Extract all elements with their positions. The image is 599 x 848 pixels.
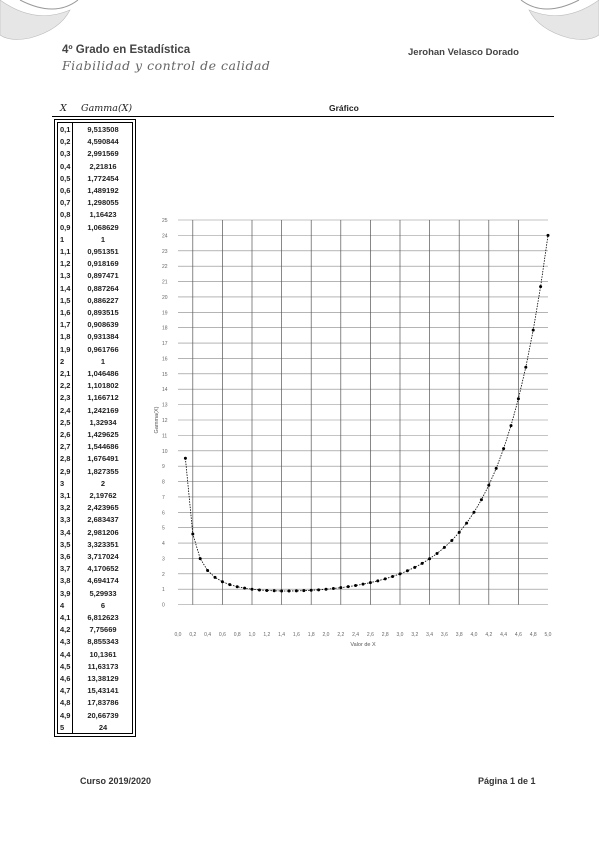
- x-value: 3,6: [60, 552, 71, 561]
- table-row: [58, 575, 132, 588]
- data-point: [206, 569, 209, 572]
- y-tick-label: 14: [162, 387, 168, 394]
- data-point: [458, 531, 461, 534]
- gamma-value: 2,981206: [87, 527, 119, 537]
- x-value: 1,9: [60, 344, 71, 354]
- gamma-value: 7,75669: [89, 625, 117, 635]
- data-point: [243, 587, 246, 590]
- x-tick-label: 4,0: [470, 632, 478, 638]
- data-point: [384, 577, 387, 580]
- table-row: [58, 222, 132, 235]
- gamma-value: 2: [100, 478, 106, 488]
- x-value: 1,6: [60, 308, 71, 317]
- data-point: [495, 467, 498, 470]
- y-tick-label: 12: [162, 418, 168, 424]
- y-tick-label: 21: [162, 279, 168, 286]
- table-header: [60, 103, 132, 114]
- y-tick-label: 15: [162, 371, 168, 378]
- x-tick-label: 2,6: [366, 632, 374, 638]
- x-value: 4,4: [60, 649, 71, 659]
- gamma-value: 1,429625: [87, 430, 119, 439]
- gamma-value: 6: [100, 600, 106, 610]
- data-point: [273, 589, 276, 592]
- gamma-value: 10,1361: [89, 649, 117, 659]
- x-value: 1,4: [60, 283, 71, 293]
- x-tick-label: 4,8: [529, 632, 537, 638]
- x-tick-label: 4,2: [485, 632, 493, 638]
- table-row: [58, 307, 132, 320]
- table-row: [58, 295, 132, 308]
- data-point: [399, 572, 402, 575]
- y-tick-label: 9: [162, 464, 165, 471]
- data-point: [228, 583, 231, 586]
- x-tick-label: 4,4: [500, 632, 508, 638]
- y-tick-label: 13: [162, 402, 168, 409]
- data-point: [199, 557, 202, 560]
- x-value: 3,7: [60, 564, 71, 574]
- y-tick-label: 6: [162, 510, 165, 517]
- gamma-value: 17,83786: [87, 698, 119, 708]
- data-point: [502, 447, 505, 450]
- header-rule: [52, 116, 554, 117]
- document-subtitle: Fiabilidad y control de calidad: [62, 58, 271, 73]
- table-row: [58, 148, 132, 161]
- data-point: [280, 589, 283, 592]
- x-tick-label: 0,6: [218, 632, 226, 638]
- y-tick-label: 23: [162, 248, 168, 255]
- x-value: 0,5: [60, 173, 71, 183]
- gamma-value: 1,16423: [89, 210, 117, 220]
- gamma-column-header: Gamma(X): [81, 103, 133, 114]
- gamma-value: 2,683437: [87, 515, 119, 525]
- table-row: [58, 161, 132, 174]
- data-point: [510, 424, 513, 427]
- x-value: 3,1: [60, 491, 71, 500]
- gamma-value: 0,931384: [87, 332, 119, 342]
- x-tick-label: 1,2: [263, 632, 271, 638]
- x-value: 2,8: [60, 454, 71, 464]
- data-point: [191, 532, 194, 535]
- x-value: 1: [60, 234, 65, 244]
- data-point: [473, 511, 476, 514]
- x-tick-label: 3,6: [440, 632, 448, 638]
- table-row: [58, 331, 132, 344]
- table-row: [58, 624, 132, 637]
- x-tick-label: 2,0: [322, 632, 330, 638]
- x-value: 4,1: [60, 613, 71, 622]
- gamma-value: 15,43141: [87, 686, 119, 696]
- data-point: [487, 484, 490, 487]
- x-tick-label: 2,4: [352, 632, 360, 638]
- data-point: [339, 586, 342, 589]
- gamma-value: 1: [100, 356, 106, 366]
- y-tick-label: 25: [162, 218, 168, 224]
- x-value: 4,2: [60, 625, 71, 635]
- gamma-value: 1,827355: [87, 466, 119, 476]
- gamma-value: 13,38129: [87, 674, 119, 683]
- data-point: [325, 588, 328, 591]
- x-tick-label: 1,6: [292, 632, 300, 638]
- y-tick-label: 5: [162, 525, 165, 532]
- x-value: 1,3: [60, 271, 71, 281]
- data-point: [354, 584, 357, 587]
- data-point: [362, 583, 365, 586]
- x-tick-label: 3,4: [426, 632, 434, 638]
- data-point: [465, 522, 468, 525]
- table-row: [58, 661, 132, 674]
- x-tick-label: 1,0: [248, 632, 256, 638]
- data-point: [184, 457, 187, 460]
- gamma-series-line: [185, 235, 548, 591]
- data-point: [251, 588, 254, 591]
- x-value: 3,5: [60, 539, 71, 549]
- table-row: [58, 490, 132, 503]
- x-value: 4,8: [60, 698, 71, 708]
- table-row: [58, 502, 132, 515]
- gamma-value: 1: [100, 234, 106, 244]
- gamma-value: 2,19762: [89, 491, 117, 500]
- y-tick-label: 2: [162, 571, 165, 578]
- data-point: [302, 589, 305, 592]
- x-value: 2,3: [60, 393, 71, 403]
- gamma-value: 3,323351: [87, 539, 119, 549]
- author-name: Jerohan Velasco Dorado: [408, 47, 519, 58]
- x-tick-label: 4,6: [514, 632, 522, 638]
- table-row: [58, 258, 132, 271]
- table-row: [58, 697, 132, 710]
- data-point: [539, 285, 542, 288]
- y-tick-label: 20: [162, 294, 168, 301]
- x-value: 3,3: [60, 515, 71, 525]
- x-value: 1,8: [60, 332, 71, 342]
- table-row: [58, 453, 132, 466]
- gamma-value: 1,046486: [87, 369, 119, 378]
- x-value: 0,8: [60, 210, 71, 220]
- table-row: [58, 283, 132, 296]
- x-tick-label: 0,2: [189, 632, 197, 638]
- data-point: [532, 329, 535, 332]
- x-value: 2,1: [60, 369, 71, 378]
- table-row: [58, 356, 132, 369]
- page-number: Página 1 de 1: [478, 776, 536, 786]
- data-point: [236, 585, 239, 588]
- data-point: [436, 552, 439, 555]
- y-tick-label: 7: [162, 494, 165, 501]
- x-value: 4,7: [60, 686, 71, 696]
- data-point: [413, 566, 416, 569]
- table-row: [58, 173, 132, 186]
- x-value: 5: [60, 722, 65, 732]
- gamma-value: 1,772454: [87, 173, 119, 183]
- x-tick-label: 2,8: [381, 632, 389, 638]
- data-point: [310, 589, 313, 592]
- x-value: 3,8: [60, 576, 71, 586]
- table-row: [58, 441, 132, 454]
- x-value: 0,4: [60, 161, 71, 171]
- table-row: [58, 636, 132, 649]
- gamma-value: 6,812623: [87, 613, 119, 622]
- gamma-value: 0,887264: [87, 283, 119, 293]
- table-row: [58, 466, 132, 479]
- table-row: [58, 405, 132, 418]
- gamma-value: 0,961766: [87, 344, 119, 354]
- gamma-table: [57, 122, 133, 734]
- gamma-value: 4,170652: [87, 564, 119, 574]
- gamma-value: 20,66739: [87, 710, 119, 720]
- gamma-value: 0,897471: [87, 271, 119, 281]
- table-row: [58, 722, 132, 735]
- y-tick-label: 4: [162, 541, 165, 548]
- gamma-value: 1,068629: [87, 222, 119, 232]
- x-tick-label: 2,2: [337, 632, 345, 638]
- y-axis-label: Gamma(X): [154, 406, 160, 434]
- x-tick-label: 1,8: [307, 632, 315, 638]
- data-point: [288, 589, 291, 592]
- data-point: [428, 557, 431, 560]
- x-tick-label: 0,4: [204, 632, 212, 638]
- table-row: [58, 417, 132, 430]
- x-value: 1,1: [60, 247, 71, 256]
- x-tick-label: 1,4: [278, 632, 286, 638]
- x-value: 2: [60, 356, 65, 366]
- table-row: [58, 478, 132, 491]
- x-value: 1,2: [60, 259, 71, 269]
- data-point: [391, 575, 394, 578]
- y-tick-label: 3: [162, 556, 165, 563]
- gamma-value: 24: [98, 722, 108, 732]
- x-axis-label: Valor de X: [350, 642, 376, 648]
- x-tick-label: 3,2: [411, 632, 419, 638]
- gamma-value: 1,101802: [87, 381, 119, 391]
- table-row: [58, 270, 132, 283]
- table-row: [58, 551, 132, 564]
- gamma-value: 1,489192: [87, 186, 119, 195]
- x-value: 0,3: [60, 149, 71, 159]
- x-value: 3,9: [60, 588, 71, 598]
- data-point: [547, 234, 550, 237]
- table-row: [58, 673, 132, 686]
- x-value: 1,5: [60, 295, 71, 305]
- x-value: 4,9: [60, 710, 71, 720]
- data-point: [295, 589, 298, 592]
- data-point: [443, 546, 446, 549]
- y-tick-label: 16: [162, 356, 168, 363]
- table-row: [58, 539, 132, 552]
- y-tick-label: 0: [162, 602, 165, 609]
- x-tick-label: 5,0: [544, 632, 552, 638]
- table-row: [58, 380, 132, 393]
- data-point: [221, 580, 224, 583]
- gamma-value: 11,63173: [87, 661, 119, 671]
- table-row: [58, 588, 132, 601]
- x-value: 3: [60, 478, 65, 488]
- data-point: [347, 585, 350, 588]
- table-row: [58, 710, 132, 723]
- table-row: [58, 234, 132, 247]
- gamma-value: 0,893515: [87, 308, 119, 317]
- x-value: 2,5: [60, 417, 71, 427]
- x-value: 2,6: [60, 430, 71, 439]
- graph-title: Gráfico: [329, 103, 359, 113]
- x-tick-label: 0,8: [233, 632, 241, 638]
- x-value: 0,7: [60, 198, 71, 208]
- gamma-value: 2,423965: [87, 503, 119, 513]
- data-point: [450, 539, 453, 542]
- table-row: [58, 319, 132, 332]
- gamma-value: 1,676491: [87, 454, 119, 464]
- y-tick-label: 22: [162, 264, 168, 271]
- gamma-value: 1,242169: [87, 405, 119, 415]
- table-row: [58, 392, 132, 405]
- table-row: [58, 124, 132, 137]
- gamma-value: 0,951351: [87, 247, 119, 256]
- table-row: [58, 136, 132, 149]
- gamma-value: 1,32934: [89, 417, 117, 427]
- data-point: [376, 579, 379, 582]
- table-row: [58, 527, 132, 540]
- table-row: [58, 600, 132, 613]
- gamma-value: 0,886227: [87, 295, 119, 305]
- gamma-chart: [150, 200, 550, 660]
- y-tick-label: 18: [162, 325, 168, 332]
- course-label: Curso 2019/2020: [80, 776, 152, 786]
- gamma-value: 1,166712: [87, 393, 119, 403]
- y-tick-label: 11: [162, 433, 168, 440]
- gamma-value: 1,298055: [87, 198, 119, 208]
- x-value: 0,9: [60, 222, 71, 232]
- table-row: [58, 197, 132, 210]
- table-row: [58, 185, 132, 198]
- x-value: 3,2: [60, 503, 71, 513]
- data-point: [524, 366, 527, 369]
- data-point: [265, 589, 268, 592]
- gamma-value: 4,694174: [87, 576, 119, 586]
- data-point: [332, 587, 335, 590]
- x-column-header: X: [60, 103, 67, 114]
- x-tick-label: 3,8: [455, 632, 463, 638]
- data-point: [317, 588, 320, 591]
- x-value: 0,6: [60, 186, 71, 195]
- gamma-value: 0,908639: [87, 320, 119, 330]
- gamma-value: 2,21816: [89, 161, 117, 171]
- data-point: [258, 588, 261, 591]
- gamma-value: 8,855343: [87, 637, 119, 647]
- y-tick-label: 1: [162, 587, 165, 594]
- data-point: [517, 397, 520, 400]
- document-title: 4º Grado en Estadística: [62, 44, 191, 56]
- y-tick-label: 8: [162, 479, 165, 486]
- x-value: 3,4: [60, 527, 71, 537]
- data-point: [369, 581, 372, 584]
- y-tick-label: 24: [162, 233, 168, 240]
- data-point: [406, 569, 409, 572]
- y-tick-label: 17: [162, 341, 168, 348]
- table-row: [58, 209, 132, 222]
- x-value: 4: [60, 600, 65, 610]
- gamma-value: 5,29933: [89, 588, 117, 598]
- x-value: 4,6: [60, 674, 71, 683]
- table-row: [58, 246, 132, 259]
- gamma-value: 1,544686: [87, 442, 119, 452]
- gamma-value: 0,918169: [87, 259, 119, 269]
- x-value: 0,2: [60, 137, 71, 147]
- table-row: [58, 514, 132, 527]
- data-point: [214, 576, 217, 579]
- x-value: 4,5: [60, 661, 71, 671]
- x-value: 2,9: [60, 466, 71, 476]
- x-value: 4,3: [60, 637, 71, 647]
- data-point: [421, 562, 424, 565]
- data-point: [480, 498, 483, 501]
- table-row: [58, 368, 132, 381]
- x-value: 2,2: [60, 381, 71, 391]
- x-value: 0,1: [60, 125, 71, 134]
- gamma-value: 4,590844: [87, 137, 119, 147]
- x-value: 2,7: [60, 442, 71, 452]
- table-row: [58, 685, 132, 698]
- x-tick-label: 3,0: [396, 632, 404, 638]
- x-value: 2,4: [60, 405, 71, 415]
- table-row: [58, 344, 132, 357]
- gamma-value: 9,513508: [87, 125, 119, 134]
- y-tick-label: 10: [162, 448, 168, 455]
- x-value: 1,7: [60, 320, 71, 330]
- table-row: [58, 429, 132, 442]
- gamma-value: 3,717024: [87, 552, 119, 561]
- table-row: [58, 649, 132, 662]
- x-tick-label: 0,0: [174, 632, 182, 638]
- table-row: [58, 563, 132, 576]
- table-row: [58, 612, 132, 625]
- gamma-value: 2,991569: [87, 149, 119, 159]
- y-tick-label: 19: [162, 310, 168, 317]
